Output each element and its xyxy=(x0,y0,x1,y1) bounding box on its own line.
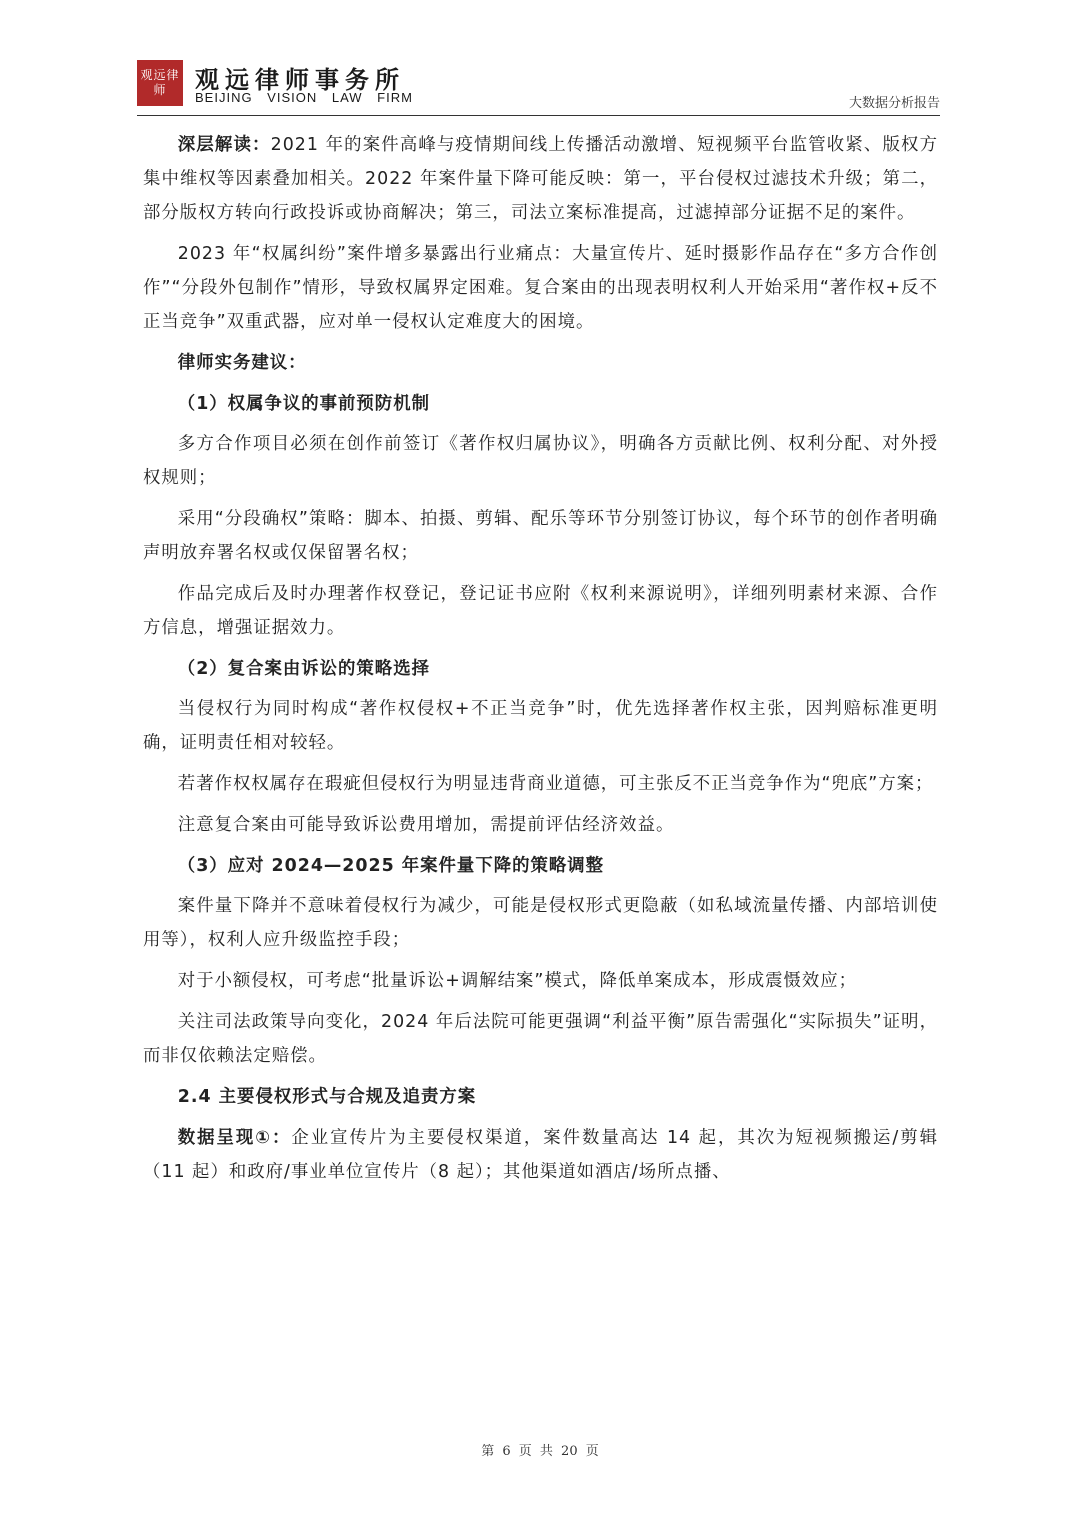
list-item: 注意复合案由可能导致诉讼费用增加，需提前评估经济效益。 xyxy=(177,815,675,835)
report-title: 大数据分析报告 xyxy=(848,96,940,111)
section-heading: 2.4 主要侵权形式与合规及追责方案 xyxy=(177,1087,477,1107)
page-number: 第 6 页 共 20 页 xyxy=(481,1444,599,1459)
list-item: 作品完成后及时办理著作权登记，登记证书应附《权利来源说明》，详细列明素材来源、合作方信息，增强证据效力。 xyxy=(143,584,938,638)
advice-heading: 律师实务建议： xyxy=(177,353,307,373)
document-body xyxy=(143,128,938,1196)
subheading-1: （1）权属争议的事前预防机制 xyxy=(177,394,430,414)
list-item: 采用“分段确权”策略：脚本、拍摄、剪辑、配乐等环节分别签订协议，每个环节的创作者明确声明放弃署名权或仅保留署名权； xyxy=(143,509,938,563)
paragraph-ownership-disputes: 2023 年“权属纠纷”案件增多暴露出行业痛点：大量宣传片、延时摄影作品存在“多方合作创作”“分段外包制作”情形，导致权属界定困难。复合案由的出现表明权利人开始采用“著作权+反不正当竞争”双重武器，应对单一侵权认定难度大的困境。 xyxy=(143,244,938,332)
data-presentation-label: 数据呈现①： xyxy=(177,1128,292,1148)
firm-logo-seal: 观远律师 xyxy=(137,60,183,106)
paragraph-data-presentation xyxy=(143,1121,938,1189)
firm-name-cn: 观远律师事务所 xyxy=(195,65,405,94)
page-header xyxy=(137,58,940,110)
subheading-2: （2）复合案由诉讼的策略选择 xyxy=(177,659,430,679)
paragraph-deep-analysis xyxy=(143,128,938,230)
deep-analysis-label: 深层解读： xyxy=(177,135,271,155)
list-item: 对于小额侵权，可考虑“批量诉讼+调解结案”模式，降低单案成本，形成震慑效应； xyxy=(177,971,858,991)
list-item: 关注司法政策导向变化，2024 年后法院可能更强调“利益平衡”原告需强化“实际损失”证明，而非仅依赖法定赔偿。 xyxy=(143,1012,938,1066)
deep-analysis-text: 2021 年的案件高峰与疫情期间线上传播活动激增、短视频平台监管收紧、版权方集中维权等因素叠加相关。2022 年案件量下降可能反映：第一，平台侵权过滤技术升级；第二，部分版权方转向行政投诉或协商解决；第三，司法立案标准提高，过滤掉部分证据不足的案件。 xyxy=(143,135,938,223)
firm-name-en: BEIJING VISION LAW FIRM xyxy=(195,90,413,105)
data-presentation-text: 企业宣传片为主要侵权渠道，案件数量高达 14 起，其次为短视频搬运/剪辑（11 起）和政府/事业单位宣传片（8 起）；其他渠道如酒店/场所点播、 xyxy=(143,1128,938,1182)
list-item: 案件量下降并不意味着侵权行为减少，可能是侵权形式更隐蔽（如私域流量传播、内部培训使用等），权利人应升级监控手段； xyxy=(143,896,938,950)
list-item: 多方合作项目必须在创作前签订《著作权归属协议》，明确各方贡献比例、权利分配、对外授权规则； xyxy=(143,434,938,488)
list-item: 当侵权行为同时构成“著作权侵权+不正当竞争”时，优先选择著作权主张，因判赔标准更明确，证明责任相对较轻。 xyxy=(143,699,938,753)
list-item: 若著作权权属存在瑕疵但侵权行为明显违背商业道德，可主张反不正当竞争作为“兜底”方案； xyxy=(177,774,934,794)
subheading-3: （3）应对 2024—2025 年案件量下降的策略调整 xyxy=(177,856,605,876)
header-divider xyxy=(137,115,940,116)
